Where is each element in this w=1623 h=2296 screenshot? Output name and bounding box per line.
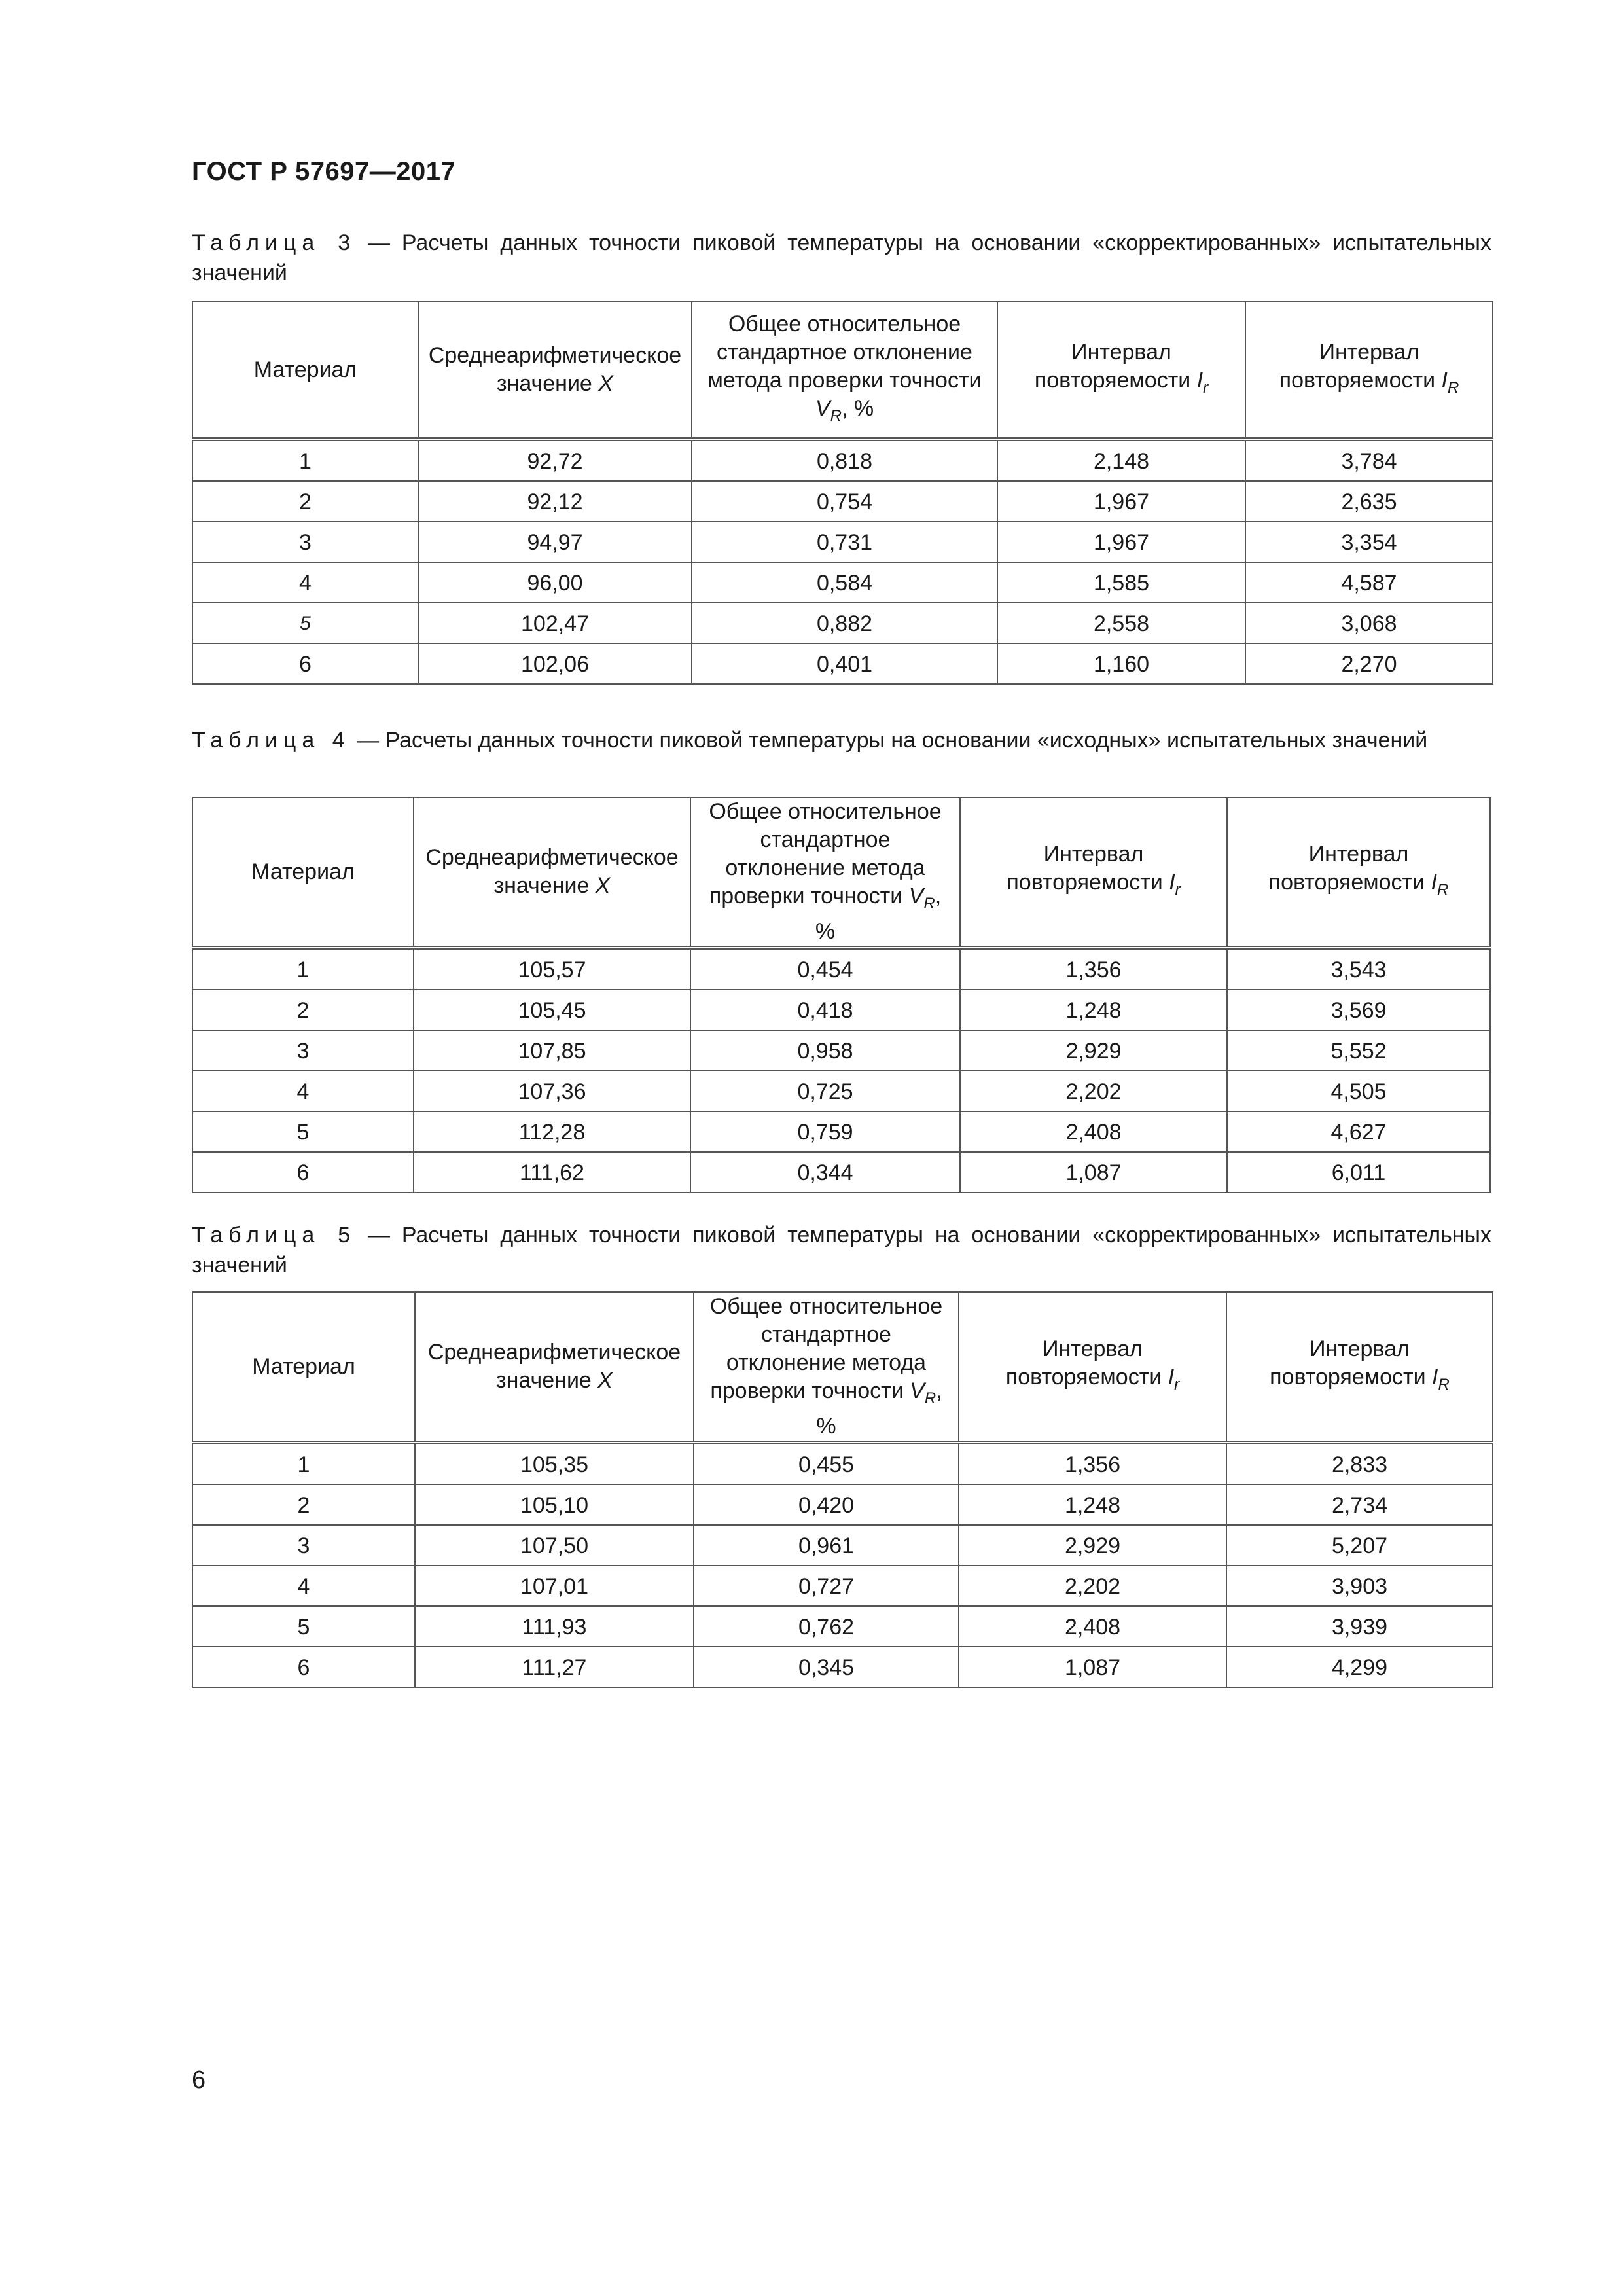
cell-material: 5 — [192, 1111, 414, 1152]
table-row — [192, 439, 1493, 481]
cell-repeatability-R: 2,270 — [1245, 643, 1493, 684]
cell-rsd: 0,345 — [694, 1647, 959, 1687]
column-header-repeatability-R: Интервал повторяемости $I_R$ — [1226, 1292, 1493, 1443]
cell-material: 5 — [192, 603, 418, 643]
cell-repeatability-r: 2,929 — [960, 1030, 1227, 1071]
cell-mean: 94,97 — [418, 522, 692, 562]
table-caption-text: — Расчеты данных точности пиковой температуры на основании «исходных» испытательных значений — [357, 728, 1428, 753]
cell-rsd: 0,754 — [692, 481, 997, 522]
table-caption — [192, 725, 1491, 755]
cell-material: 4 — [192, 1566, 415, 1606]
page-number: 6 — [192, 2066, 206, 2094]
cell-repeatability-R: 3,354 — [1245, 522, 1493, 562]
cell-repeatability-r: 2,929 — [959, 1525, 1226, 1566]
cell-repeatability-R: 4,299 — [1226, 1647, 1493, 1687]
precision-table-5 — [192, 1291, 1493, 1688]
cell-repeatability-r: 1,087 — [959, 1647, 1226, 1687]
cell-repeatability-R: 5,552 — [1227, 1030, 1490, 1071]
table-row — [192, 522, 1493, 562]
cell-rsd: 0,455 — [694, 1443, 959, 1484]
column-header-repeatability-r: Интервал повторяемости $I_r$ — [959, 1292, 1226, 1443]
table-caption — [192, 228, 1491, 288]
cell-material: 3 — [192, 1525, 415, 1566]
cell-mean: 105,45 — [414, 990, 690, 1030]
cell-repeatability-R: 4,505 — [1227, 1071, 1490, 1111]
table-row — [192, 603, 1493, 643]
table-row — [192, 1606, 1493, 1647]
cell-mean: 111,93 — [415, 1606, 694, 1647]
cell-repeatability-R: 6,011 — [1227, 1152, 1490, 1193]
precision-table-4 — [192, 797, 1491, 1193]
cell-material: 1 — [192, 439, 418, 481]
cell-repeatability-R: 4,627 — [1227, 1111, 1490, 1152]
cell-material: 2 — [192, 990, 414, 1030]
cell-repeatability-R: 3,543 — [1227, 948, 1490, 990]
cell-repeatability-R: 3,939 — [1226, 1606, 1493, 1647]
cell-repeatability-R: 3,068 — [1245, 603, 1493, 643]
column-header-repeatability-r: Интервал повторяемости $I_r$ — [960, 797, 1227, 948]
cell-rsd: 0,418 — [690, 990, 960, 1030]
cell-material: 1 — [192, 948, 414, 990]
cell-repeatability-r: 1,585 — [997, 562, 1245, 603]
cell-repeatability-R: 2,635 — [1245, 481, 1493, 522]
cell-material: 1 — [192, 1443, 415, 1484]
table-caption-label: Таблица 5 — [192, 1223, 357, 1247]
cell-repeatability-r: 1,248 — [959, 1484, 1226, 1525]
column-header-rsd: Общее относительное стандартное отклонение метода проверки точности $V_R$, % — [692, 302, 997, 439]
table-row — [192, 481, 1493, 522]
table-row — [192, 1443, 1493, 1484]
cell-rsd: 0,759 — [690, 1111, 960, 1152]
table-row — [192, 562, 1493, 603]
cell-repeatability-r: 1,967 — [997, 522, 1245, 562]
cell-material: 2 — [192, 1484, 415, 1525]
cell-repeatability-r: 1,356 — [960, 948, 1227, 990]
cell-repeatability-R: 3,569 — [1227, 990, 1490, 1030]
cell-mean: 111,27 — [415, 1647, 694, 1687]
table-caption-text: — Расчеты данных точности пиковой температуры на основании «скорректированных» испытательных значений — [192, 1223, 1491, 1278]
cell-repeatability-R: 2,734 — [1226, 1484, 1493, 1525]
cell-mean: 107,01 — [415, 1566, 694, 1606]
cell-mean: 105,35 — [415, 1443, 694, 1484]
column-header-material: Материал — [192, 302, 418, 439]
table-caption-label: Таблица 4 — [192, 728, 351, 753]
cell-rsd: 0,420 — [694, 1484, 959, 1525]
table-caption-label: Таблица 3 — [192, 230, 357, 255]
cell-repeatability-r: 2,202 — [960, 1071, 1227, 1111]
cell-rsd: 0,762 — [694, 1606, 959, 1647]
column-header-material: Материал — [192, 1292, 415, 1443]
cell-mean: 111,62 — [414, 1152, 690, 1193]
column-header-mean: Среднеарифметическое значение X — [415, 1292, 694, 1443]
cell-mean: 112,28 — [414, 1111, 690, 1152]
cell-rsd: 0,727 — [694, 1566, 959, 1606]
table-row — [192, 948, 1490, 990]
table-row — [192, 1647, 1493, 1687]
cell-repeatability-r: 2,202 — [959, 1566, 1226, 1606]
cell-material: 3 — [192, 522, 418, 562]
document-standard-header: ГОСТ Р 57697—2017 — [192, 157, 456, 186]
cell-mean: 102,47 — [418, 603, 692, 643]
cell-rsd: 0,401 — [692, 643, 997, 684]
table-row — [192, 1525, 1493, 1566]
cell-rsd: 0,725 — [690, 1071, 960, 1111]
cell-mean: 92,12 — [418, 481, 692, 522]
table-row — [192, 1566, 1493, 1606]
table-row — [192, 1030, 1490, 1071]
cell-material: 3 — [192, 1030, 414, 1071]
cell-rsd: 0,882 — [692, 603, 997, 643]
cell-repeatability-R: 3,784 — [1245, 439, 1493, 481]
column-header-repeatability-r: Интервал повторяемости $I_r$ — [997, 302, 1245, 439]
cell-repeatability-R: 3,903 — [1226, 1566, 1493, 1606]
cell-repeatability-R: 5,207 — [1226, 1525, 1493, 1566]
cell-mean: 102,06 — [418, 643, 692, 684]
cell-material: 2 — [192, 481, 418, 522]
table-caption-text: — Расчеты данных точности пиковой температуры на основании «скорректированных» испытательных значений — [192, 230, 1491, 285]
cell-material: 5 — [192, 1606, 415, 1647]
cell-rsd: 0,731 — [692, 522, 997, 562]
cell-mean: 107,36 — [414, 1071, 690, 1111]
table-row — [192, 1484, 1493, 1525]
cell-mean: 92,72 — [418, 439, 692, 481]
cell-repeatability-r: 2,558 — [997, 603, 1245, 643]
table-row — [192, 643, 1493, 684]
cell-rsd: 0,818 — [692, 439, 997, 481]
table-caption — [192, 1220, 1491, 1280]
precision-table-3 — [192, 301, 1493, 685]
table-row — [192, 1152, 1490, 1193]
column-header-repeatability-R: Интервал повторяемости $I_R$ — [1227, 797, 1490, 948]
column-header-repeatability-R: Интервал повторяемости $I_R$ — [1245, 302, 1493, 439]
cell-repeatability-R: 4,587 — [1245, 562, 1493, 603]
cell-repeatability-R: 2,833 — [1226, 1443, 1493, 1484]
table-row — [192, 1111, 1490, 1152]
cell-material: 6 — [192, 1152, 414, 1193]
cell-repeatability-r: 2,408 — [960, 1111, 1227, 1152]
cell-mean: 105,10 — [415, 1484, 694, 1525]
cell-repeatability-r: 1,160 — [997, 643, 1245, 684]
cell-repeatability-r: 2,148 — [997, 439, 1245, 481]
column-header-rsd: Общее относительное стандартное отклонение метода проверки точности $V_R$, % — [694, 1292, 959, 1443]
cell-mean: 107,85 — [414, 1030, 690, 1071]
cell-rsd: 0,958 — [690, 1030, 960, 1071]
table-row — [192, 1071, 1490, 1111]
cell-repeatability-r: 1,356 — [959, 1443, 1226, 1484]
cell-repeatability-r: 1,967 — [997, 481, 1245, 522]
column-header-mean: Среднеарифметическое значение X — [414, 797, 690, 948]
cell-repeatability-r: 1,248 — [960, 990, 1227, 1030]
cell-mean: 105,57 — [414, 948, 690, 990]
cell-mean: 96,00 — [418, 562, 692, 603]
cell-material: 6 — [192, 1647, 415, 1687]
cell-material: 4 — [192, 1071, 414, 1111]
table-row — [192, 990, 1490, 1030]
column-header-mean: Среднеарифметическое значение X — [418, 302, 692, 439]
cell-repeatability-r: 1,087 — [960, 1152, 1227, 1193]
column-header-rsd: Общее относительное стандартное отклонение метода проверки точности $V_R$, % — [690, 797, 960, 948]
cell-material: 6 — [192, 643, 418, 684]
cell-rsd: 0,584 — [692, 562, 997, 603]
cell-rsd: 0,961 — [694, 1525, 959, 1566]
column-header-material: Материал — [192, 797, 414, 948]
cell-mean: 107,50 — [415, 1525, 694, 1566]
cell-repeatability-r: 2,408 — [959, 1606, 1226, 1647]
cell-material: 4 — [192, 562, 418, 603]
cell-rsd: 0,344 — [690, 1152, 960, 1193]
cell-rsd: 0,454 — [690, 948, 960, 990]
